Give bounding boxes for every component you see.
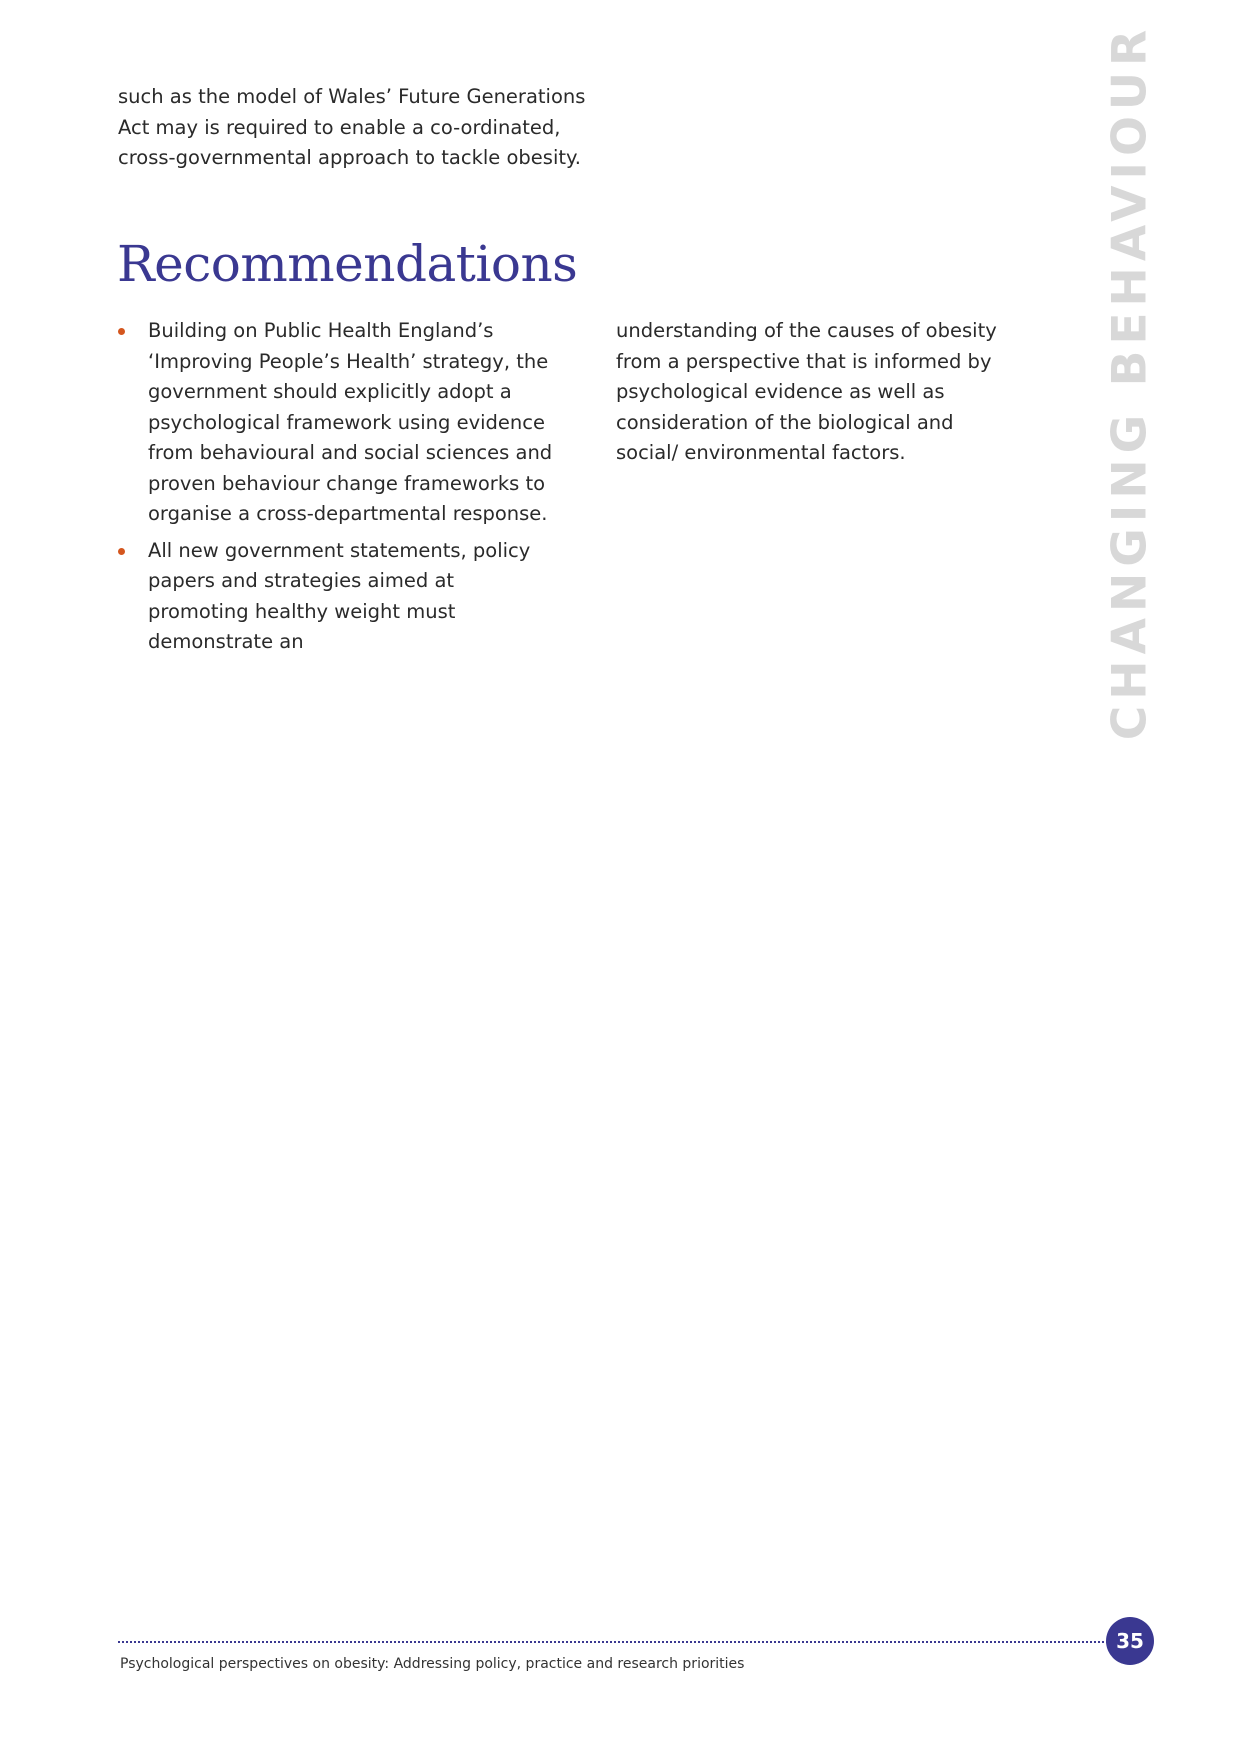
section-side-label: CHANGING BEHAVIOUR bbox=[1102, 23, 1158, 741]
recommendations-column-right bbox=[616, 316, 1016, 469]
recommendations-list bbox=[118, 316, 558, 658]
footer-divider bbox=[118, 1641, 1116, 1643]
section-heading: Recommendations bbox=[117, 235, 578, 293]
recommendations-column-left bbox=[118, 316, 558, 664]
bullet-icon bbox=[118, 548, 125, 555]
recommendation-continuation: understanding of the causes of obesity from a perspective that is informed by psychological evidence as well as consideration of the biological and social/ environmental factors. bbox=[616, 319, 997, 464]
page-number-badge: 35 bbox=[1106, 1617, 1154, 1665]
bullet-icon bbox=[118, 328, 125, 335]
recommendation-text: Building on Public Health England’s ‘Improving People’s Health’ strategy, the government should explicitly adopt a psychological framework using evidence from behavioural and social sciences and proven behaviour change frameworks to organise a cross-departmental response. bbox=[148, 319, 553, 525]
recommendation-item bbox=[118, 536, 558, 658]
recommendation-text: All new government statements, policy papers and strategies aimed at promoting healthy weight must demonstrate an bbox=[148, 538, 531, 653]
intro-paragraph: such as the model of Wales’ Future Generations Act may is required to enable a co-ordinated, cross-governmental approach to tackle obesity. bbox=[118, 85, 586, 169]
footer-publication-title: Psychological perspectives on obesity: Addressing policy, practice and research priorities bbox=[120, 1656, 745, 1672]
recommendation-item bbox=[118, 316, 558, 530]
